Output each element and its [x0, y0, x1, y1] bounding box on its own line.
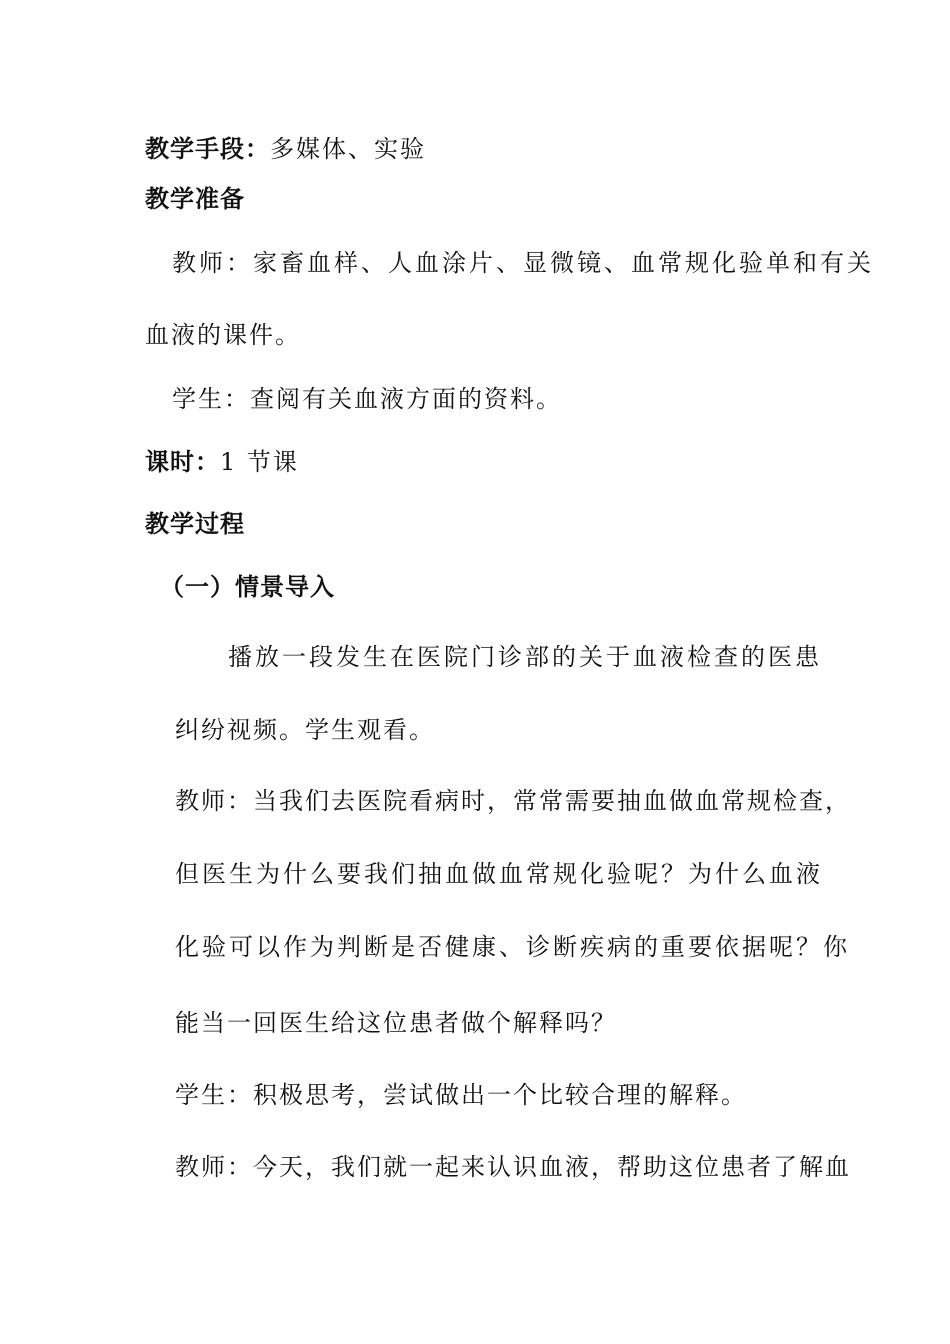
class-hours-value: 1 节课: [220, 448, 299, 476]
student-prep-line: 学生：查阅有关血液方面的资料。: [172, 385, 562, 413]
teacher-prep-line-1: 教师：家畜血样、人血涂片、显微镜、血常规化验单和有关: [172, 249, 874, 277]
class-hours-label: 课时：: [145, 448, 220, 476]
process-heading: 教学过程: [145, 510, 245, 538]
p2-line-3: 化验可以作为判断是否健康、诊断疾病的重要依据呢？你: [175, 933, 850, 961]
prep-heading: 教学准备: [145, 185, 245, 213]
p2-line-4: 能当一回医生给这位患者做个解释吗？: [175, 1009, 617, 1037]
p2-line-2: 但医生为什么要我们抽血做血常规化验呢？为什么血液: [175, 860, 823, 888]
p1-line-2: 纠纷视频。学生观看。: [175, 716, 435, 744]
p4-line-1: 教师：今天，我们就一起来认识血液，帮助这位患者了解血: [175, 1153, 851, 1181]
teaching-means-line: [145, 132, 426, 166]
p2-line-1: 教师：当我们去医院看病时，常常需要抽血做血常规检查，: [175, 787, 851, 815]
p3-line: 学生：积极思考，尝试做出一个比较合理的解释。: [175, 1081, 747, 1109]
teacher-prep-line-2: 血液的课件。: [145, 321, 301, 349]
section-1-heading: （一）情景导入: [160, 573, 335, 601]
teaching-means-label: 教学手段：: [145, 135, 270, 163]
class-hours-line: [145, 445, 299, 479]
p1-line-1: 播放一段发生在医院门诊部的关于血液检查的医患: [228, 643, 822, 671]
teaching-means-value: 多媒体、实验: [270, 135, 426, 163]
